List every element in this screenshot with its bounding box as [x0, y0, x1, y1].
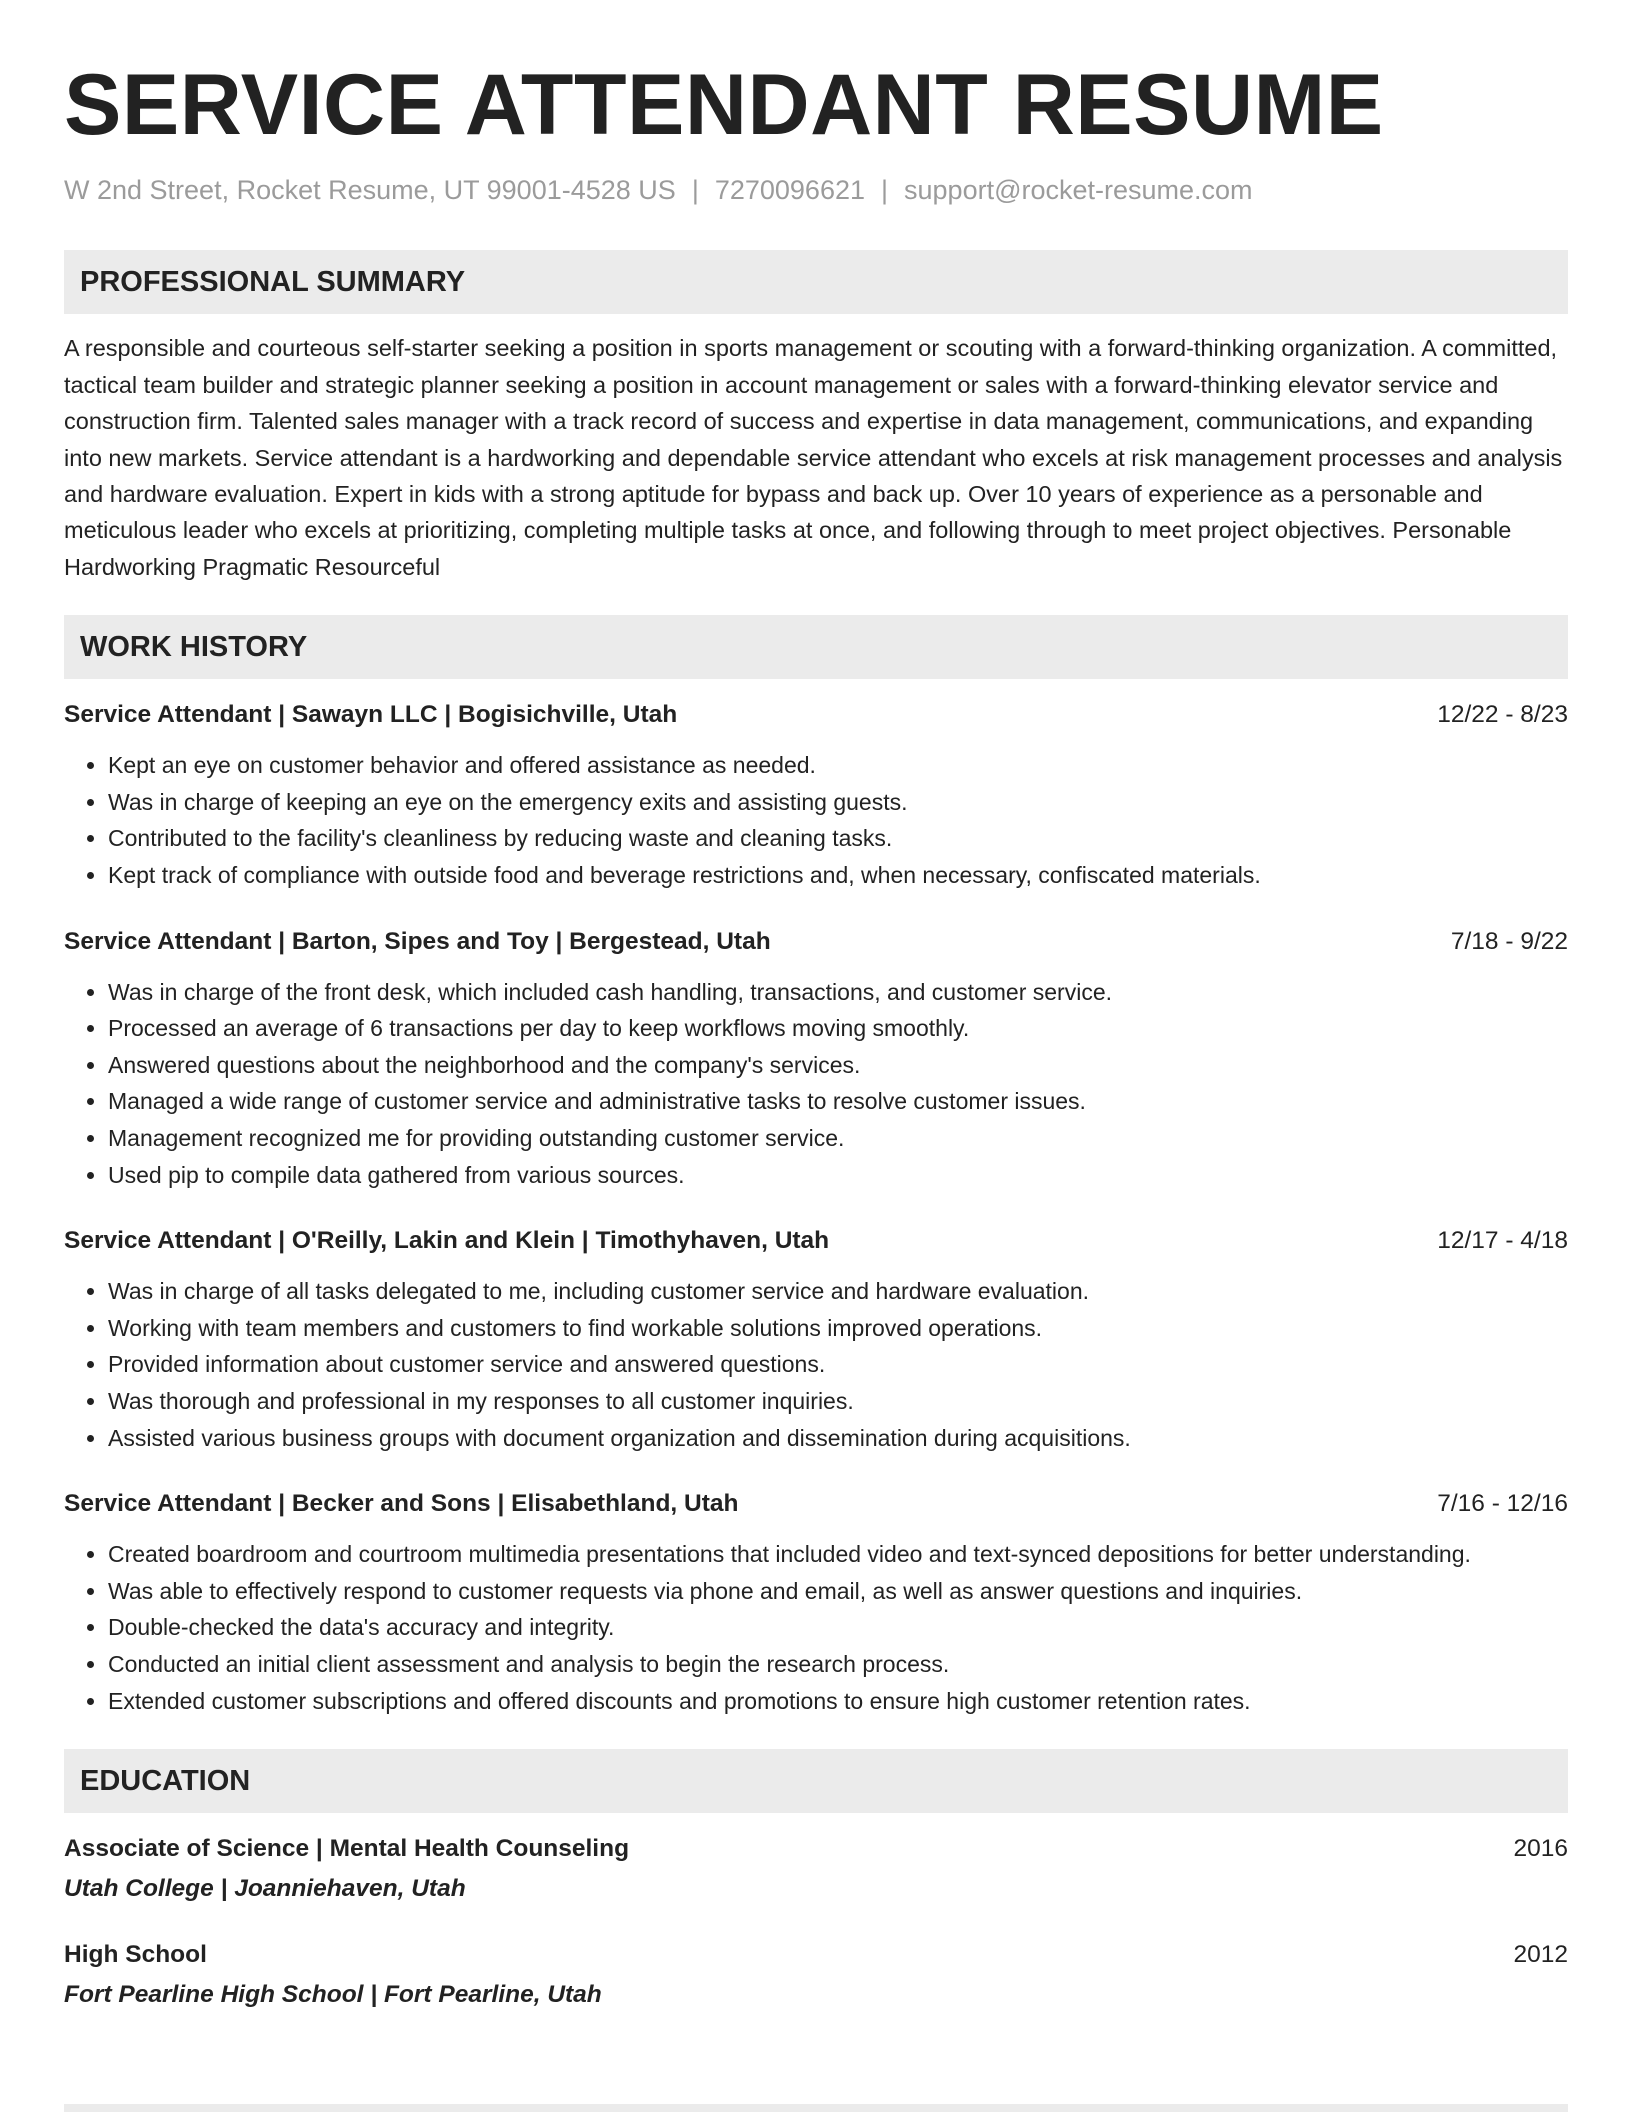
summary-text: A responsible and courteous self-starter seeking a position in sports management or scouting with a forward-thinking organization. A committed, tactical team builder and strategic planner seeking a position in account management or sales with a forward-thinking elevator service and construction firm. Talented sales manager with a track record of success and expertise in data management, communications, and expanding into new markets. Service attendant is a hardworking and dependable service attendant who excels at risk management processes and analysis and hardware evaluation. Expert in kids with a strong aptitude for bypass and back up. Over 10 years of experience as a personable and meticulous leader who excels at prioritizing, completing multiple tasks at once, and following through to meet project objectives. Personable Hardworking Pragmatic Resourceful: [64, 335, 1563, 580]
job-bullets: [64, 747, 1568, 893]
bullet-item: • Created boardroom and courtroom multimedia presentations that included video and text-synced depositions for better understanding.: [108, 1536, 1568, 1573]
bullet-item: • Was able to effectively respond to customer requests via phone and email, as well as answer questions and inquiries.: [108, 1573, 1568, 1610]
bullet-item: • Was in charge of the front desk, which included cash handling, transactions, and customer service.: [108, 974, 1568, 1011]
contact-separator: |: [691, 175, 699, 205]
bullet-item: • Was in charge of all tasks delegated to me, including customer service and hardware evaluation.: [108, 1273, 1568, 1310]
job-entry: [64, 697, 1568, 893]
job-title: Service Attendant | O'Reilly, Lakin and Klein | Timothyhaven, Utah: [64, 1227, 830, 1255]
education-degree: Associate of Science | Mental Health Counseling: [64, 1835, 630, 1863]
resume-title: SERVICE ATTENDANT RESUME: [64, 57, 1384, 153]
education-entry: [64, 1937, 1568, 2013]
job-title: Service Attendant | Barton, Sipes and Toy | Bergestead, Utah: [64, 927, 771, 955]
job-entry: [64, 1223, 1568, 1456]
job-bullets: [64, 974, 1568, 1194]
section-header-summary: PROFESSIONAL SUMMARY: [64, 250, 1568, 314]
bullet-item: • Conducted an initial client assessment and analysis to begin the research process.: [108, 1646, 1568, 1683]
bullet-item: • Was thorough and professional in my responses to all customer inquiries.: [108, 1383, 1568, 1420]
bullet-item: • Was in charge of keeping an eye on the emergency exits and assisting guests.: [108, 784, 1568, 821]
education-degree: High School: [64, 1941, 207, 1969]
job-bullets: [64, 1273, 1568, 1456]
bullet-item: • Answered questions about the neighborhood and the company's services.: [108, 1047, 1568, 1084]
section-header-work-history: WORK HISTORY: [64, 615, 1568, 679]
bullet-item: • Double-checked the data's accuracy and integrity.: [108, 1609, 1568, 1646]
bullet-item: • Working with team members and customers to find workable solutions improved operations.: [108, 1310, 1568, 1347]
bullet-item: • Processed an average of 6 transactions per day to keep workflows moving smoothly.: [108, 1010, 1568, 1047]
job-entry: [64, 1486, 1568, 1719]
job-dates: 12/17 - 4/18: [1437, 1227, 1568, 1255]
education-school: Fort Pearline High School | Fort Pearline, Utah: [64, 1981, 602, 2009]
contact-phone: 7270096621: [714, 175, 865, 205]
bullet-item: • Kept an eye on customer behavior and offered assistance as needed.: [108, 747, 1568, 784]
job-dates: 12/22 - 8/23: [1437, 701, 1568, 729]
contact-separator: |: [881, 175, 889, 205]
contact-email: support@rocket-resume.com: [904, 175, 1253, 205]
bullet-item: • Provided information about customer service and answered questions.: [108, 1346, 1568, 1383]
bullet-item: • Used pip to compile data gathered from various sources.: [108, 1157, 1568, 1194]
bullet-item: • Kept track of compliance with outside food and beverage restrictions and, when necessary, confiscated materials.: [108, 857, 1568, 894]
section-header-education: EDUCATION: [64, 1749, 1568, 1813]
education-year: 2012: [1513, 1941, 1568, 1969]
bullet-item: • Management recognized me for providing outstanding customer service.: [108, 1120, 1568, 1157]
job-title: Service Attendant | Sawayn LLC | Bogisichville, Utah: [64, 701, 678, 729]
education-year: 2016: [1513, 1835, 1568, 1863]
job-bullets: [64, 1536, 1568, 1719]
education-school: Utah College | Joanniehaven, Utah: [64, 1875, 466, 1903]
bullet-item: • Managed a wide range of customer service and administrative tasks to resolve customer issues.: [108, 1083, 1568, 1120]
bullet-item: • Contributed to the facility's cleanliness by reducing waste and cleaning tasks.: [108, 820, 1568, 857]
bottom-divider: [64, 2104, 1568, 2112]
job-entry: [64, 924, 1568, 1194]
job-dates: 7/18 - 9/22: [1450, 927, 1568, 955]
contact-address: W 2nd Street, Rocket Resume, UT 99001-4528 US: [64, 175, 676, 205]
contact-line: [64, 174, 1568, 206]
bullet-item: • Extended customer subscriptions and offered discounts and promotions to ensure high customer retention rates.: [108, 1683, 1568, 1720]
education-entry: [64, 1831, 1568, 1907]
job-dates: 7/16 - 12/16: [1437, 1490, 1568, 1518]
bullet-item: • Assisted various business groups with document organization and dissemination during acquisitions.: [108, 1420, 1568, 1457]
job-title: Service Attendant | Becker and Sons | Elisabethland, Utah: [64, 1490, 739, 1518]
